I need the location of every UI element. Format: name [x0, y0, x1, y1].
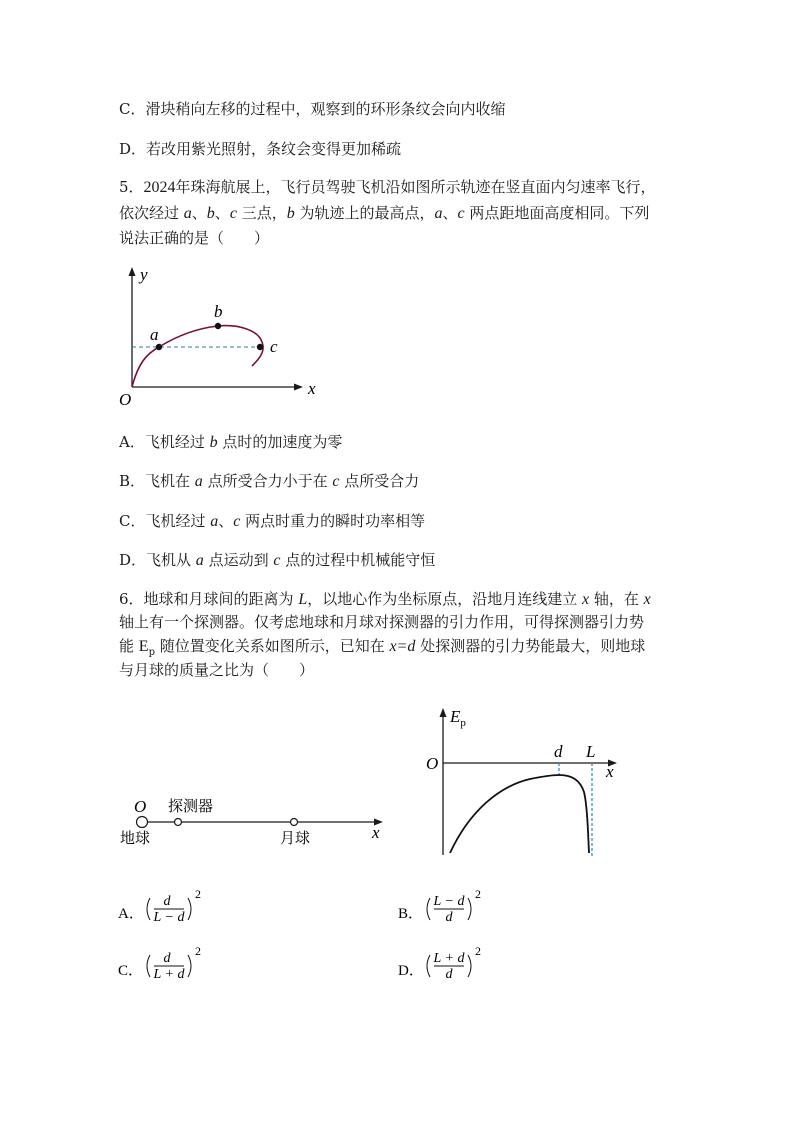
svg-text:D．: D．	[398, 963, 424, 979]
q6-d-num: L + d	[433, 951, 465, 966]
q5-option-d: D．飞机从 a 点运动到 c 点的过程中机械能守恒	[119, 551, 436, 569]
q5-label-x: x	[308, 379, 316, 398]
q4-option-c: C．滑块稍向左移的过程中，观察到的环形条纹会向内收缩	[119, 100, 506, 118]
q5-label-c: c	[270, 337, 278, 356]
q5-point-b	[215, 323, 221, 329]
q6-stem-line3: 能 $E_p$ 随位置变化关系如图所示，已知在 x=d 处探测器的引力势能最大，则地球	[119, 637, 646, 658]
svg-text:A．: A．	[118, 906, 144, 922]
q6-fig2-curve	[450, 775, 589, 853]
q6-c-num: d	[163, 951, 171, 966]
q6-earth-moon-figure	[110, 790, 400, 860]
q6-potential-figure	[420, 700, 630, 860]
q6-a-den: L − d	[153, 910, 185, 925]
q6-a-exp: 2	[195, 887, 201, 901]
q5-label-a: a	[150, 325, 159, 344]
q5-point-c	[257, 344, 263, 350]
q6-probe-marker	[175, 819, 182, 826]
q6-earth-marker	[137, 817, 148, 828]
q6-fig2-o: O	[426, 754, 439, 773]
q6-c-den: L + d	[153, 967, 185, 982]
q4-option-d: D．若改用紫光照射，条纹会变得更加稀疏	[119, 140, 402, 158]
q6-stem-line4: 与月球的质量之比为（ ）	[119, 661, 315, 679]
q6-a-num: d	[163, 894, 171, 909]
q6-fig2-y-arrow	[440, 708, 447, 717]
q6-d-exp: 2	[475, 944, 481, 958]
q6-b-num: L − d	[433, 894, 465, 909]
svg-text:C．: C．	[118, 963, 144, 979]
q5-option-a: A．飞机经过 b 点时的加速度为零	[119, 433, 343, 451]
q6-b-exp: 2	[475, 887, 481, 901]
q5-x-arrow	[294, 384, 303, 391]
q6-b-den: d	[445, 910, 453, 925]
q5-y-arrow	[129, 267, 136, 276]
q5-option-c: C．飞机经过 a、c 两点时重力的瞬时功率相等	[119, 512, 426, 530]
q5-option-b: B．飞机在 a 点所受合力小于在 c 点所受合力	[119, 472, 420, 490]
q5-trajectory-figure	[110, 262, 330, 412]
q6-fig2-l: L	[586, 742, 596, 761]
q5-stem-line3: 说法正确的是（ ）	[119, 229, 270, 247]
q6-c-exp: 2	[195, 944, 201, 958]
q6-fig1-x: x	[372, 823, 380, 842]
q6-stem-line1: 6．地球和月球间的距离为 L，以地心作为坐标原点，沿地月连线建立 x 轴，在 x	[119, 590, 651, 608]
svg-text:B．: B．	[398, 906, 424, 922]
q6-moon-marker	[291, 819, 298, 826]
q5-point-a	[156, 344, 162, 350]
q6-fig1-probe: 探测器	[168, 799, 214, 815]
q6-d-den: d	[445, 967, 453, 982]
q5-stem-line1: 5．2024年珠海航展上，飞行员驾驶飞机沿如图所示轨迹在竖直面内匀速率飞行，	[119, 178, 656, 196]
q6-fig2-p-sub: p	[460, 717, 466, 729]
q6-fig2-d: d	[554, 742, 563, 761]
q6-fig1-moon: 月球	[280, 831, 311, 847]
q5-label-y: y	[140, 265, 148, 284]
q6-fig2-x: x	[606, 762, 614, 781]
q6-fig2-e: $E_p$	[450, 707, 466, 729]
q6-stem-line2: 轴上有一个探测器。仅考虑地球和月球对探测器的引力作用，可得探测器引力势	[119, 613, 645, 631]
q6-fig1-earth: 地球	[120, 831, 151, 847]
q5-label-o: O	[119, 390, 132, 409]
q6-fig1-o: O	[134, 797, 147, 816]
q6-option-a	[118, 888, 208, 930]
q5-stem-line2: 依次经过 a、b、c 三点，b 为轨迹上的最高点，a、c 两点距地面高度相同。下列	[119, 204, 650, 222]
q5-label-b: b	[214, 302, 223, 321]
q6-option-b	[398, 888, 488, 930]
q6-option-c	[118, 945, 208, 987]
q6-option-d	[398, 945, 488, 987]
